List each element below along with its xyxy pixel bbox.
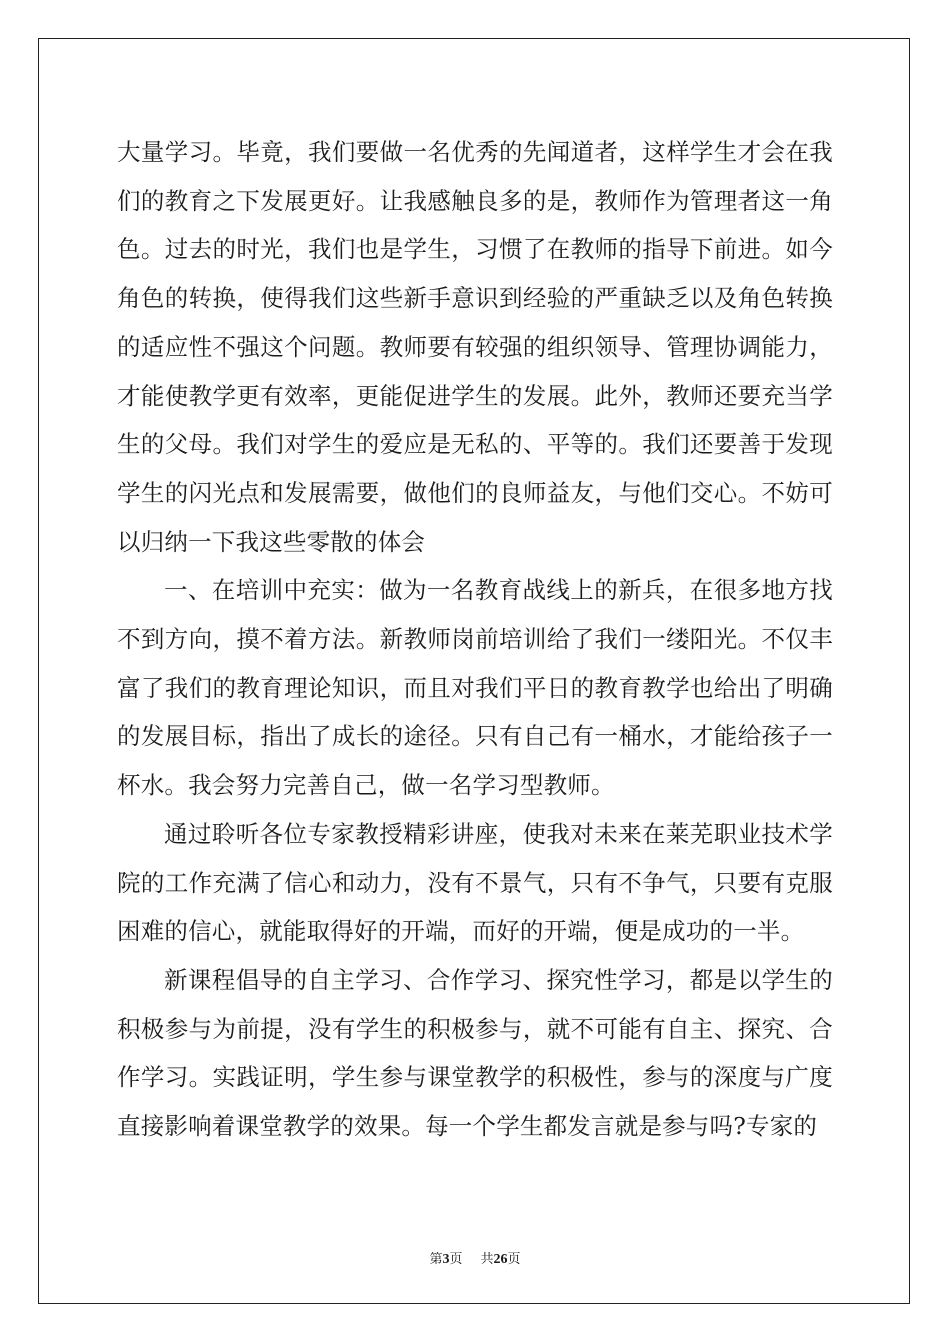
- paragraph: 通过聆听各位专家教授精彩讲座，使我对未来在莱芜职业技术学院的工作充满了信心和动力，没有不景气，只有不争气，只要有克服困难的信心，就能取得好的开端，而好的开端，便是成功的一半。: [117, 819, 833, 946]
- total-suffix: 页: [507, 1252, 521, 1267]
- total-pages: 26: [493, 1252, 508, 1267]
- page-footer: [0, 1248, 950, 1268]
- page-suffix: 页: [449, 1252, 463, 1267]
- total-prefix: 共: [480, 1252, 494, 1267]
- paragraph: 一、在培训中充实：做为一名教育战线上的新兵，在很多地方找不到方向，摸不着方法。新教师岗前培训给了我们一缕阳光。不仅丰富了我们的教育理论知识，而且对我们平日的教育教学也给出了明确的发展目标，指出了成长的途径。只有自己有一桶水，才能给孩子一杯水。我会努力完善自己，做一名学习型教师。: [117, 576, 833, 800]
- paragraph: 新课程倡导的自主学习、合作学习、探究性学习，都是以学生的积极参与为前提，没有学生的积极参与，就不可能有自主、探究、合作学习。实践证明，学生参与课堂教学的积极性，参与的深度与广度直接影响着课堂教学的效果。每一个学生都发言就是参与吗?专家的: [117, 965, 833, 1141]
- paragraph: 大量学习。毕竟，我们要做一名优秀的先闻道者，这样学生才会在我们的教育之下发展更好。让我感触良多的是，教师作为管理者这一角色。过去的时光，我们也是学生，习惯了在教师的指导下前进。如今角色的转换，使得我们这些新手意识到经验的严重缺乏以及角色转换的适应性不强这个问题。教师要有较强的组织领导、管理协调能力，才能使教学更有效率，更能促进学生的发展。此外，教师还要充当学生的父母。我们对学生的爱应是无私的、平等的。我们还要善于发现学生的闪光点和发展需要，做他们的良师益友，与他们交心。不妨可以归纳一下我这些零散的体会: [117, 138, 833, 556]
- document-body: [117, 128, 833, 1151]
- page-prefix: 第: [429, 1252, 443, 1267]
- page-number: 3: [442, 1252, 450, 1267]
